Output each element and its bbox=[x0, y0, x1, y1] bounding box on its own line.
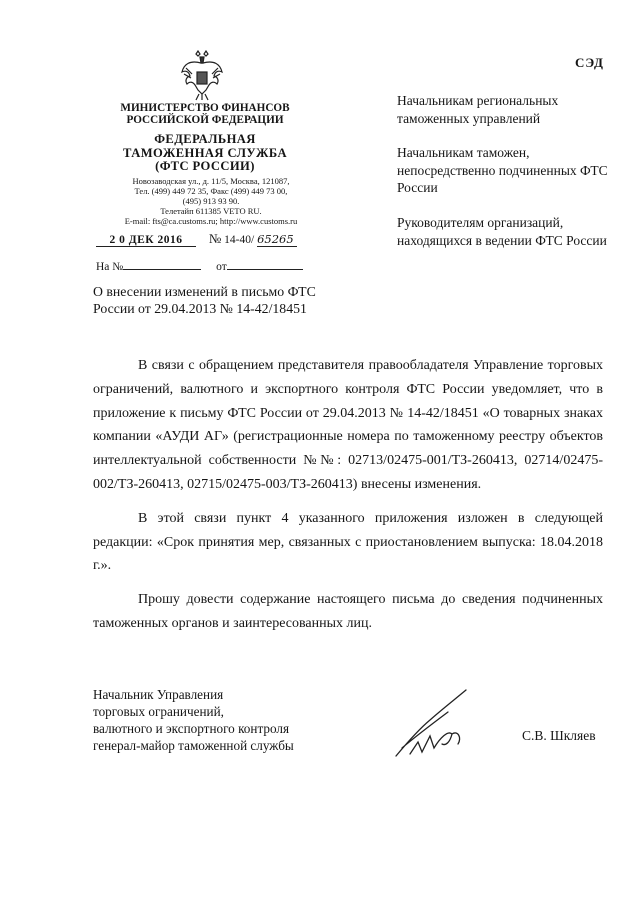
document-mark: СЭД bbox=[574, 55, 604, 70]
contact-line: E-mail: fts@ca.customs.ru; http://www.customs.ru bbox=[124, 216, 298, 226]
addressee: Руководителям организаций, находящихся в ведении ФТС России bbox=[397, 215, 607, 248]
body-paragraph: Прошу довести содержание настоящего письма до сведения подчиненных таможенных органов и заинтересованных лиц. bbox=[93, 592, 603, 631]
signatory-title-line: торговых ограничений, bbox=[93, 704, 224, 719]
service-name bbox=[100, 133, 310, 174]
ministry-line: РОССИЙСКОЙ ФЕДЕРАЦИИ bbox=[126, 114, 284, 126]
body-paragraph: В этой связи пункт 4 указанного приложения изложен в следующей редакции: «Срок принятия мер, связанных с приостановлением выпуска: 18.04.2018 г.». bbox=[93, 510, 603, 574]
signatory-title-line: генерал-майор таможенной службы bbox=[93, 738, 294, 753]
service-line: ФЕДЕРАЛЬНАЯ bbox=[154, 132, 256, 146]
ministry-name bbox=[100, 102, 310, 126]
letter-subject: О внесении изменений в письмо ФТС России от 29.04.2013 № 14-42/18451 bbox=[93, 284, 316, 316]
handwritten-signature bbox=[392, 686, 492, 761]
signatory-title-line: валютного и экспортного контроля bbox=[93, 721, 290, 736]
document-date: 2 0 ДЕК 2016 bbox=[96, 234, 196, 247]
ministry-line: МИНИСТЕРСТВО ФИНАНСОВ bbox=[120, 102, 290, 114]
addressee: Начальникам таможен, непосредственно подчиненных ФТС России bbox=[397, 145, 608, 195]
signatory-title-line: Начальник Управления bbox=[93, 687, 224, 702]
contact-line: Телетайп 611385 VETO RU. bbox=[160, 206, 262, 216]
document-number-label: № bbox=[208, 231, 222, 246]
body-paragraph: В связи с обращением представителя правообладателя Управление торговых ограничений, валютного и экспортного контроля ФТС России уведомляет, что в приложение к письму ФТС России от 29.04.2013 № 14-42/18451 «О товарных знаках компании «АУДИ АГ» (регистрационные номера по таможенному реестру объектов интеллектуальной собственности №№: 02713/02475-001/ТЗ-260413, 02714/02475-002/ТЗ-260413, 02715/02475-003/ТЗ-260413) внесены изменения. bbox=[93, 358, 603, 492]
ref-from-label: от bbox=[216, 261, 227, 273]
contact-line: (495) 913 93 90. bbox=[182, 196, 240, 206]
reference-line bbox=[96, 259, 303, 273]
contact-info bbox=[86, 176, 336, 226]
ref-from-blank bbox=[227, 259, 303, 270]
letter-body bbox=[93, 354, 603, 636]
addressee: Начальникам региональных таможенных управлений bbox=[397, 93, 559, 126]
service-line: ТАМОЖЕННАЯ СЛУЖБА bbox=[123, 145, 287, 160]
service-line: (ФТС РОССИИ) bbox=[155, 159, 255, 173]
coat-of-arms-icon bbox=[180, 50, 224, 102]
document-number: 14-40/ bbox=[224, 234, 255, 246]
handwritten-number: 65265 bbox=[257, 232, 297, 247]
contact-line: Новозаводская ул., д. 11/5, Москва, 121087, bbox=[132, 176, 290, 186]
signatory-title bbox=[93, 686, 353, 754]
date-number-line bbox=[96, 231, 297, 247]
ref-number-label: На № bbox=[96, 261, 124, 273]
contact-line: Тел. (499) 449 72 35, Факс (499) 449 73 00, bbox=[134, 186, 288, 196]
ref-number-blank bbox=[123, 259, 201, 270]
signatory-name: С.В. Шкляев bbox=[522, 728, 596, 743]
